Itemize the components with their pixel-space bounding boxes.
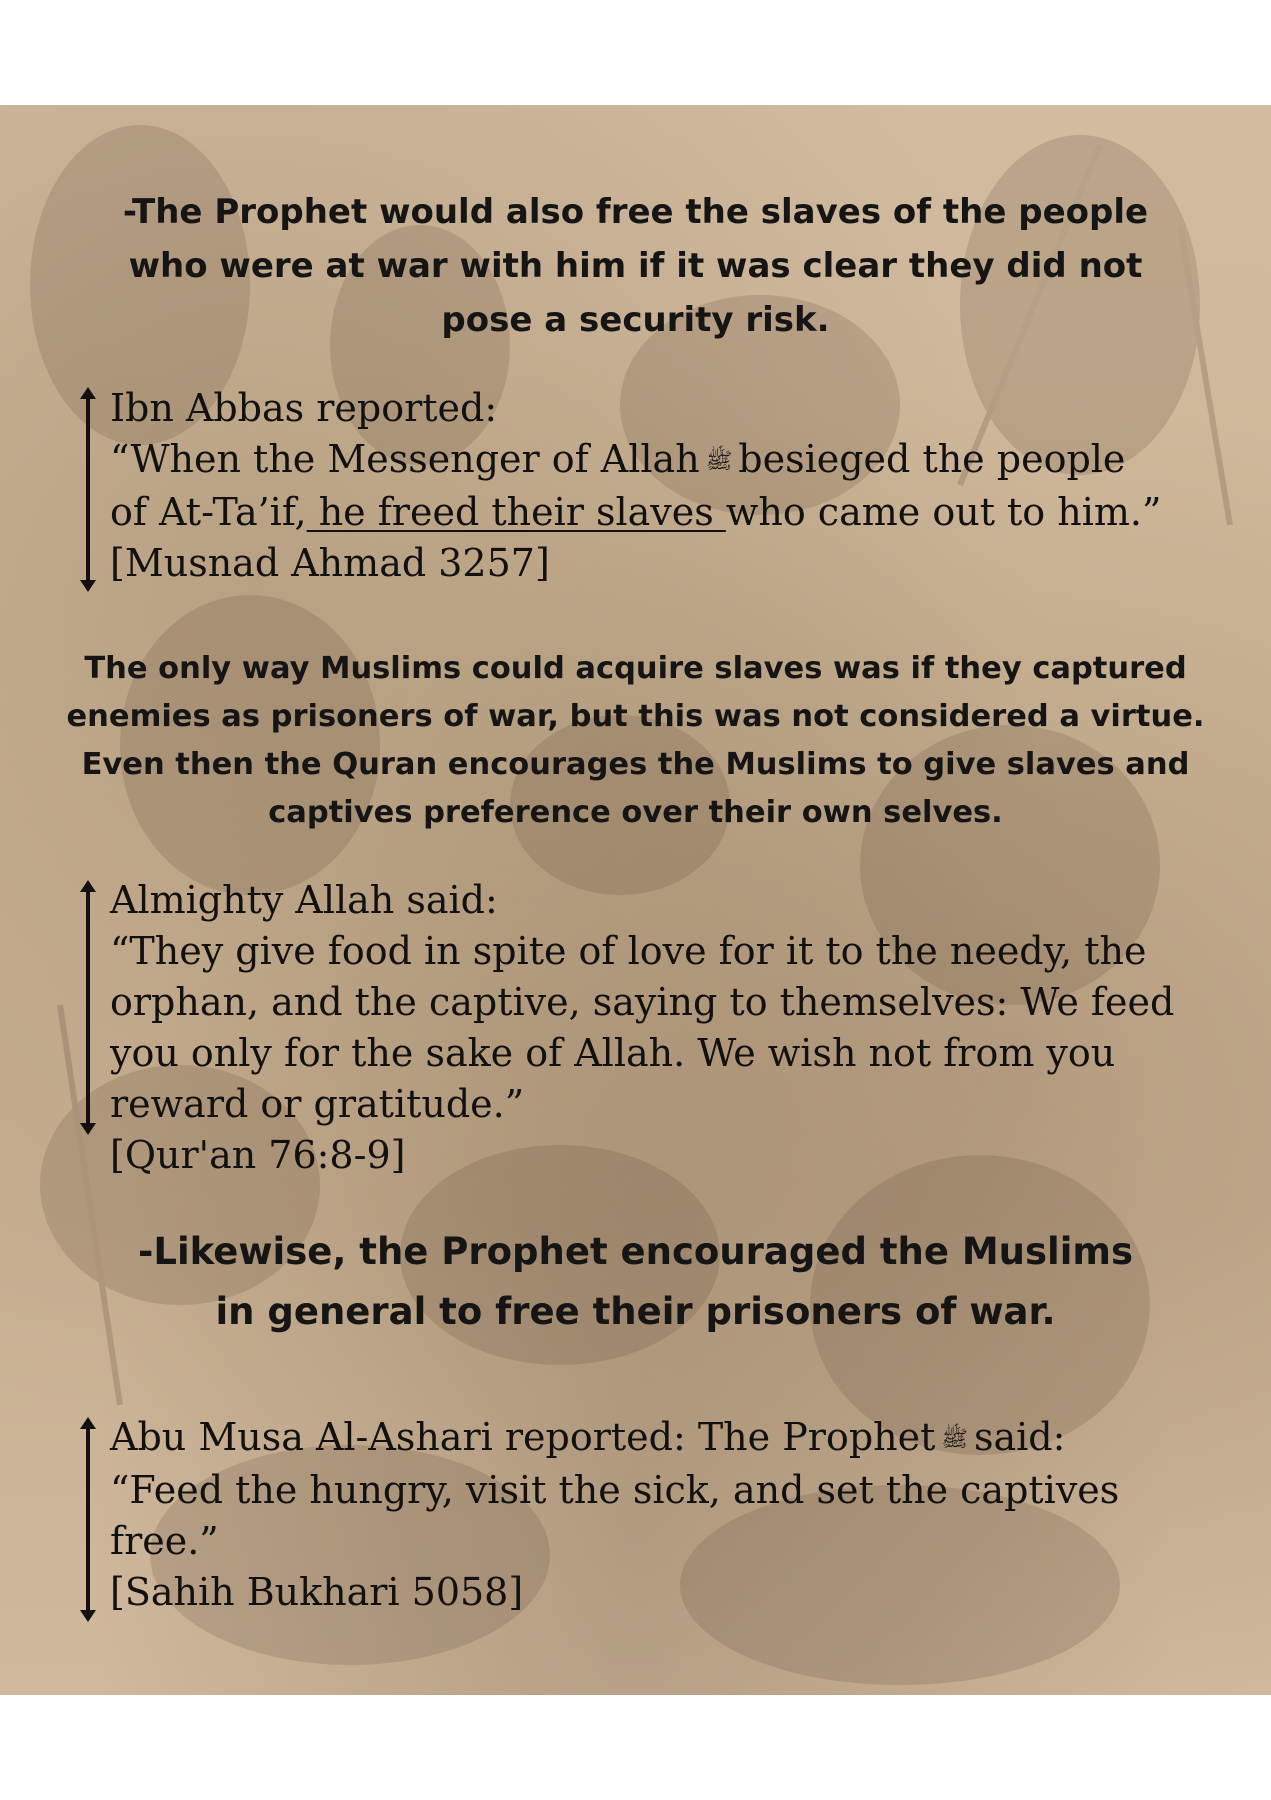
bracket-arrow-down-icon (80, 1610, 96, 1622)
quote-attribution (110, 1412, 1190, 1465)
quote-bracket (80, 880, 96, 1135)
bracket-arrow-down-icon (80, 1123, 96, 1135)
quote-citation: [Qur'an 76:8-9] (110, 1133, 406, 1177)
quote-ibn-abbas (110, 383, 1190, 589)
quote-text: besieged the people (738, 437, 1126, 481)
quote-text: who came out to him.” (725, 490, 1162, 534)
bracket-bar (86, 1425, 90, 1614)
quote-line (110, 434, 1190, 487)
bracket-bar (86, 888, 90, 1127)
quote-attribution: Almighty Allah said: (110, 878, 498, 922)
quote-text: of At-Ta’if, (110, 490, 307, 534)
honorific-icon: ﷺ (705, 449, 733, 474)
honorific-icon: ﷺ (941, 1427, 968, 1452)
quote-line: “They give food in spite of love for it to the needy, the (110, 929, 1147, 973)
quote-text: “When the Messenger of Allah (110, 437, 700, 481)
quote-attribution: Ibn Abbas reported: (110, 386, 498, 430)
quote-text: said: (973, 1415, 1066, 1459)
bracket-arrow-down-icon (80, 580, 96, 592)
quote-bracket (80, 1417, 96, 1622)
quote-bracket (80, 387, 96, 592)
bracket-bar (86, 395, 90, 584)
quote-abu-musa (110, 1412, 1190, 1618)
heading-prisoners-of-war: The only way Muslims could acquire slaves was if they captured enemies as prisoners of war, but this was not considered a virtue. Even then the Quran encourages the Muslims to give slaves and captives preference over their own selves. (66, 651, 1205, 830)
quote-line: orphan, and the captive, saying to themselves: We feed (110, 980, 1175, 1024)
quote-line: “Feed the hungry, visit the sick, and set the captives (110, 1468, 1120, 1512)
quote-line: reward or gratitude.” (110, 1082, 525, 1126)
heading-free-prisoners: -Likewise, the Prophet encouraged the Muslims in general to free their prisoners of war. (138, 1230, 1133, 1333)
underlined-phrase: he freed their slaves (306, 490, 726, 534)
quote-line (110, 487, 1190, 538)
quote-quran (110, 875, 1190, 1181)
heading-free-slaves-at-war: -The Prophet would also free the slaves of the people who were at war with him if it was clear they did not pose a security risk. (122, 192, 1149, 340)
quote-line: free.” (110, 1519, 219, 1563)
quote-citation: [Sahih Bukhari 5058] (110, 1570, 524, 1614)
quote-text: Abu Musa Al-Ashari reported: The Prophet (110, 1415, 936, 1459)
poster (0, 105, 1271, 1695)
quote-citation: [Musnad Ahmad 3257] (110, 541, 550, 585)
quote-line: you only for the sake of Allah. We wish not from you (110, 1031, 1116, 1075)
